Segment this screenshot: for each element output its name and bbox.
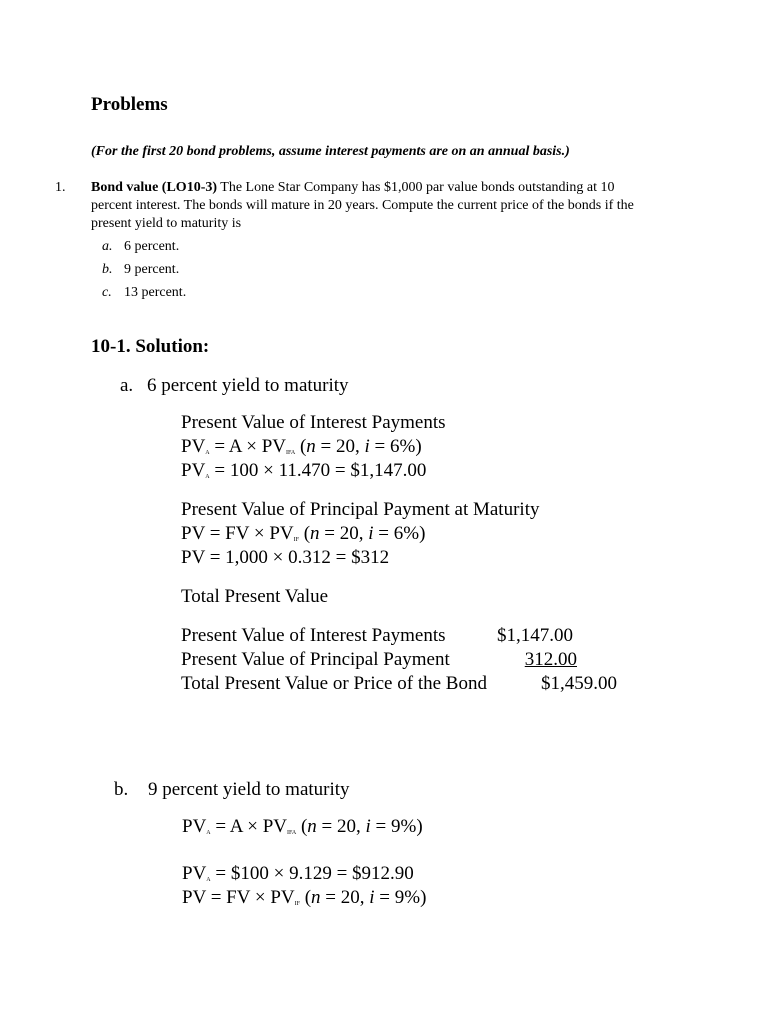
formula-text: = A × PV bbox=[210, 816, 287, 837]
formula-text: = FV × PV bbox=[205, 887, 295, 908]
option-text: 9 percent. bbox=[124, 262, 180, 277]
part-b-title: 9 percent yield to maturity bbox=[148, 779, 350, 800]
part-b-formula-1 bbox=[182, 815, 423, 843]
summary-row-total-label: Total Present Value or Price of the Bond bbox=[181, 673, 487, 694]
summary-row-total-value: $1,459.00 bbox=[541, 673, 617, 694]
pv-symbol: PV bbox=[182, 816, 207, 837]
formula-text: ( bbox=[298, 523, 311, 544]
formula-text: = 9%) bbox=[374, 887, 427, 908]
formula-text: = 20, bbox=[315, 436, 365, 457]
subscript-a: A bbox=[206, 877, 211, 883]
var-n: n bbox=[307, 816, 317, 837]
option-text: 6 percent. bbox=[124, 239, 180, 254]
formula-text: = 1,000 × 0.312 = $312 bbox=[204, 547, 390, 568]
summary-row-principal-value: 312.00 bbox=[524, 649, 577, 670]
part-b-heading bbox=[114, 778, 350, 802]
pv-principal-calc bbox=[181, 546, 389, 570]
pv-symbol: PV bbox=[182, 863, 207, 884]
formula-text: ( bbox=[296, 816, 308, 837]
note-annual-basis: (For the first 20 bond problems, assume interest payments are on an annual basis.) bbox=[91, 144, 570, 159]
summary-row-interest-label: Present Value of Interest Payments bbox=[181, 625, 446, 646]
var-n: n bbox=[311, 887, 321, 908]
var-i: i bbox=[365, 816, 371, 837]
problem-text-line-3: present yield to maturity is bbox=[91, 216, 242, 231]
problem-title: Bond value (LO10-3) bbox=[91, 180, 218, 195]
pv-symbol: PV bbox=[181, 547, 205, 568]
formula-text: ( bbox=[295, 436, 307, 457]
problem-text-line-1 bbox=[91, 179, 615, 197]
problem-number: 1. bbox=[55, 180, 66, 195]
option-text: 13 percent. bbox=[124, 285, 187, 300]
problem-text-1: The Lone Star Company has $1,000 par value bonds outstanding at 10 bbox=[217, 180, 615, 195]
solution-heading: 10-1. Solution: bbox=[91, 336, 210, 357]
var-i: i bbox=[369, 887, 375, 908]
part-b-formula-2 bbox=[182, 886, 426, 914]
var-i: i bbox=[368, 523, 374, 544]
option-letter: a. bbox=[102, 239, 113, 254]
summary-row-interest-value: $1,147.00 bbox=[497, 625, 573, 646]
part-a-label: a. bbox=[120, 375, 134, 396]
formula-text: = 6%) bbox=[373, 523, 426, 544]
var-n: n bbox=[310, 523, 320, 544]
option-letter: b. bbox=[102, 262, 113, 277]
pv-interest-calc bbox=[181, 459, 426, 487]
formula-text: = 20, bbox=[320, 887, 370, 908]
subscript-if: IF bbox=[293, 537, 299, 543]
section-heading: Problems bbox=[91, 94, 168, 115]
option-item-b bbox=[102, 261, 179, 279]
pv-symbol: PV bbox=[181, 436, 206, 457]
total-pv-title: Total Present Value bbox=[181, 586, 329, 607]
part-a-heading bbox=[120, 374, 349, 398]
part-a-title: 6 percent yield to maturity bbox=[147, 375, 349, 396]
summary-row-principal-label: Present Value of Principal Payment bbox=[181, 649, 450, 670]
formula-text: = 9%) bbox=[370, 816, 423, 837]
pv-principal-title: Present Value of Principal Payment at Maturity bbox=[181, 499, 540, 520]
subscript-ifa: IFA bbox=[285, 450, 296, 456]
part-b-label: b. bbox=[114, 779, 129, 800]
formula-text: ( bbox=[299, 887, 312, 908]
option-item-a bbox=[102, 238, 179, 256]
var-i: i bbox=[364, 436, 370, 457]
pv-symbol: PV bbox=[182, 887, 206, 908]
formula-text: = 6%) bbox=[369, 436, 422, 457]
var-n: n bbox=[306, 436, 316, 457]
option-letter: c. bbox=[102, 285, 112, 300]
formula-text: = 20, bbox=[316, 816, 366, 837]
subscript-a: A bbox=[205, 474, 210, 480]
pv-interest-title: Present Value of Interest Payments bbox=[181, 412, 446, 433]
subscript-a: A bbox=[206, 830, 211, 836]
pv-symbol: PV bbox=[181, 523, 205, 544]
formula-text: = $100 × 9.129 = $912.90 bbox=[210, 863, 414, 884]
subscript-a: A bbox=[205, 450, 210, 456]
formula-text: = A × PV bbox=[209, 436, 286, 457]
formula-text: = 100 × 11.470 = $1,147.00 bbox=[209, 460, 427, 481]
formula-text: = FV × PV bbox=[204, 523, 294, 544]
problem-text-line-2: percent interest. The bonds will mature in 20 years. Compute the current price of the bonds if the bbox=[91, 198, 634, 213]
subscript-ifa: IFA bbox=[286, 830, 297, 836]
subscript-if: IF bbox=[294, 901, 300, 907]
formula-text: = 20, bbox=[319, 523, 369, 544]
option-item-c bbox=[102, 284, 186, 302]
pv-symbol: PV bbox=[181, 460, 206, 481]
